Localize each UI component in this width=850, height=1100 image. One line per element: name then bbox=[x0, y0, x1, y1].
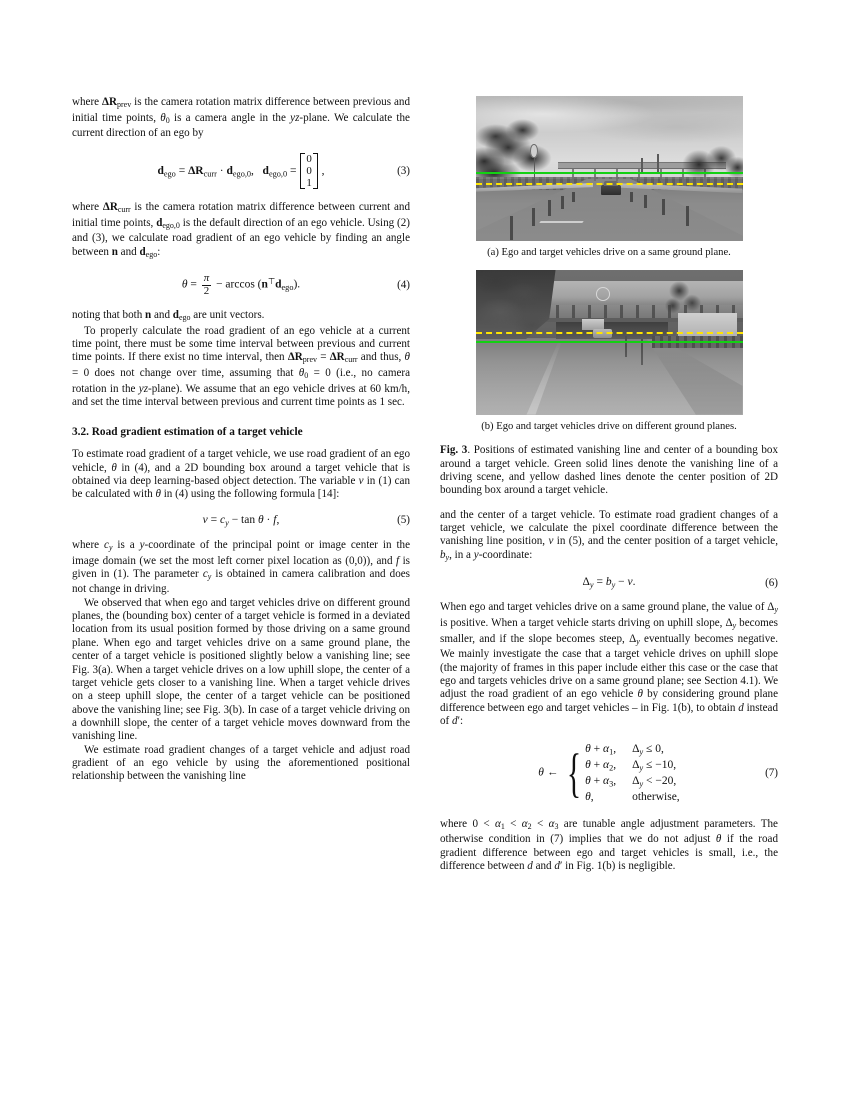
equation-5: $v = c_y - \tan \theta \cdot f$, (5) bbox=[202, 513, 410, 527]
bbox-center-line-yellow bbox=[476, 332, 743, 334]
equation-7: θ ← { $\theta + \alpha_1$, $\Delta_y \le 0$, $\theta + \alpha_2$, $\Delta_y \le -10$, $\theta + \alpha_3$, $\Delta_y < -20$, θ, otherwise, (7) bbox=[538, 742, 778, 803]
delineator-post bbox=[532, 208, 535, 227]
left-column bbox=[72, 96, 410, 873]
delineator-post bbox=[572, 192, 575, 202]
paragraph-estimate-changes: We estimate road gradient changes of a target vehicle and adjust road gradient of an ego vehicle by using the aforementioned positional relationship between the vanishing line bbox=[72, 743, 410, 783]
column-vector: 0 0 1 bbox=[300, 153, 317, 190]
equation-5-number: (5) bbox=[397, 514, 410, 527]
cases-table bbox=[585, 742, 680, 803]
lane-marking bbox=[539, 221, 583, 223]
delineator-post bbox=[510, 216, 513, 239]
figure-label: Fig. 3 bbox=[440, 444, 468, 457]
figure-3 bbox=[440, 96, 778, 498]
case-condition-4: otherwise, bbox=[632, 790, 680, 803]
case-value-1: $\theta + \alpha_1$, bbox=[585, 743, 617, 757]
two-column-body bbox=[72, 96, 778, 873]
case-condition-3: $\Delta_y < -20$, bbox=[632, 774, 677, 789]
fraction-pi-over-2: $\frac{\pi}{2}$ bbox=[203, 272, 210, 297]
case-row bbox=[585, 789, 680, 803]
delineator-post bbox=[644, 195, 647, 208]
figure-3b-caption: (b) Ego and target vehicles drive on different ground planes. bbox=[481, 420, 737, 432]
delineator-post bbox=[561, 196, 564, 209]
driving-scene-same-plane bbox=[476, 96, 743, 241]
light-pole bbox=[657, 154, 659, 173]
left-brace: { bbox=[567, 742, 582, 803]
case-row bbox=[585, 758, 680, 774]
paragraph-noting-unit-vectors: noting that both n and $d_{ego}$ are unit vectors. bbox=[72, 309, 265, 323]
paragraph-where-cy: where $c_y$ is a y-coordinate of the principal point or image center in the image domain (we set the most left corner pixel location as (0,0)), and f is given in (1). The parameter $c_y$ is obtained in camera calibration and does not change in driving. bbox=[72, 538, 411, 596]
case-value-2: $\theta + \alpha_2$, bbox=[585, 759, 617, 773]
case-condition-2: $\Delta_y \le -10$, bbox=[632, 759, 677, 773]
figure-3a-image bbox=[476, 96, 743, 241]
equation-3: $d_{ego} = \Delta R_{curr} \cdot d_{ego,0}$, $d_{ego,0}$ = 0 0 1 , (3) bbox=[157, 152, 410, 189]
paragraph-center-of-target: and the center of a target vehicle. To estimate road gradient changes of a target vehicle, we calculate the pixel coordinate difference between the vanishing line position, v in (5), and the center position of a target vehicle, $b_y$, in a y-coordinate: bbox=[440, 508, 778, 562]
equation-7-number: (7) bbox=[765, 767, 778, 779]
paragraph-observed-ground-planes: We observed that when ego and target vehicles drive on different ground planes, the (bounding box) center of a target vehicle is formed in a deviated location from its usual position formed by those driving on a same ground plane. When ego and target vehicles drive on a same ground plane, the center of a target vehicle is positioned slightly below a vanishing line; see Fig. 3(a). When a target vehicle drives on a low uphill slope, the center of a target vehicle gets closer to a vanishing line. When a target vehicle drives on a steep uphill slope, the center of a target vehicle can be positioned above the vanishing line; see Fig. 3(b). In case of a target vehicle driving on a downhill slope, the center of a target vehicle moves downward from the vanishing line. bbox=[72, 596, 410, 743]
delineator-post bbox=[548, 200, 551, 216]
figure-3-main-caption bbox=[440, 444, 778, 497]
haze-overlay bbox=[476, 345, 743, 415]
equation-4: θ = $\frac{\pi}{2}$ − $\arccos (n^⊤d_{ego})$. (4) bbox=[181, 272, 410, 297]
light-pole-2 bbox=[641, 158, 643, 173]
right-tree bbox=[662, 272, 705, 318]
delineator-post bbox=[662, 199, 665, 215]
case-condition-1: $\Delta_y \le 0$, bbox=[632, 743, 664, 757]
delineator-post bbox=[630, 192, 633, 202]
bbox-center-line-yellow bbox=[476, 183, 743, 185]
left-treeline bbox=[476, 99, 561, 177]
paragraph-where-delta-r-prev: where $\Delta R_{prev}$ is the camera rotation matrix difference between previous and initial time points, $\theta_0$ is a camera angle in the yz-plane. We calculate the current direction of an ego by bbox=[72, 96, 410, 140]
case-value-3: $\theta + \alpha_3$, bbox=[585, 774, 617, 789]
equation-3-number: (3) bbox=[397, 164, 410, 177]
paragraph-delta-y-behaviour: When ego and target vehicles drive on a same ground plane, the value of $\Delta_y$ is positive. When a target vehicle starts driving on uphill slope, $\Delta_y$ becomes smaller, and if the slope becomes steep, $\Delta_y$ eventually becomes negative. We mainly investigate the case that a target vehicle drives on uphill slope (the majority of frames in this paper include either this case or the case that ego and targets vehicles drive on a same ground plane; see Section 4.1). We adjust the road gradient of an ego vehicle θ by considering ground plane difference between ego and target vehicles – in Fig. 1(b), to obtain d instead of d′: bbox=[440, 601, 778, 727]
delineator-post bbox=[686, 206, 689, 226]
right-column bbox=[440, 96, 778, 873]
equation-6: $\Delta_y = b_y - v$. (6) bbox=[582, 576, 778, 590]
paragraph-tunable-parameters: where $0 < \alpha_1 < \alpha_2 < \alpha_3$ are tunable angle adjustment parameters. The otherwise condition in (7) implies that we do not adjust θ if the road gradient difference between ego and target vehicles is small, i.e., the difference between d and d′ in Fig. 1(b) is negligible. bbox=[440, 817, 778, 872]
section-heading-3-2: 3.2. Road gradient estimation of a target vehicle bbox=[72, 426, 303, 439]
figure-3b-image bbox=[476, 270, 743, 415]
case-row bbox=[585, 742, 680, 758]
case-row bbox=[585, 774, 680, 790]
piecewise-cases bbox=[561, 742, 679, 803]
driving-scene-different-planes bbox=[476, 270, 743, 415]
bridge-circular-marking bbox=[596, 287, 610, 301]
paragraph-estimate-target-gradient: To estimate road gradient of a target vehicle, we use road gradient of an ego vehicle, θ in (4), and a 2D bounding box around a target vehicle that is obtained via deep learning-based object detection. The variable v in (1) can be calculated with θ in (4) using the following formula [14]: bbox=[72, 448, 410, 501]
equation-4-number: (4) bbox=[397, 279, 410, 292]
case-value-4: θ, bbox=[585, 790, 594, 803]
target-vehicle bbox=[601, 185, 621, 194]
paragraph-time-interval: To properly calculate the road gradient of an ego vehicle at a current time point, there must be some time interval between previous and current time points. If there exist no time interval, then $\Delta R_{prev} = \Delta R_{curr}$ and thus, θ = 0 does not change over time, assuming that $\theta_0 = 0$ (i.e., no camera rotation in the yz-plane). We assume that an ego vehicle drives at 60 km/h, and set the time interval between previous and current time points as 1 sec. bbox=[72, 324, 411, 408]
equation-6-number: (6) bbox=[765, 576, 778, 589]
paragraph-where-delta-r-curr: where $\Delta R_{curr}$ is the camera rotation matrix difference between current and initial time points, $d_{ego,0}$ is the default direction of an ego vehicle. Using (2) and (3), we calculate road gradient of an ego vehicle by finding an angle between n and $d_{ego}$: bbox=[72, 201, 411, 259]
vanishing-line-green bbox=[476, 172, 743, 174]
figure-caption-text: . Positions of estimated vanishing line and center of a bounding box around a target vehicle. Green solid lines denote the vanishing line of a driving scene, and yellow dashed lines denote the center position of 2D bounding box around a target vehicle. bbox=[440, 444, 778, 497]
vanishing-line-green bbox=[476, 341, 743, 343]
figure-3a-caption: (a) Ego and target vehicles drive on a same ground plane. bbox=[487, 247, 731, 258]
